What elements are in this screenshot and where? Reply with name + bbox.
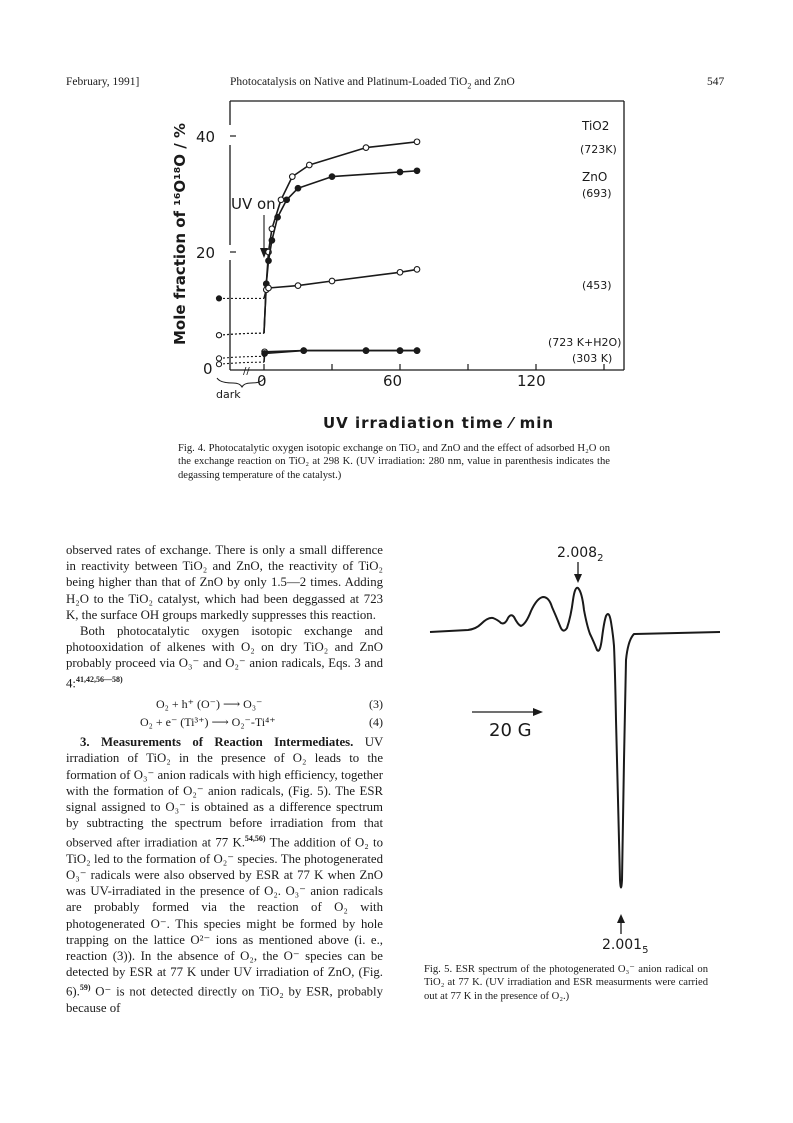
data-point bbox=[275, 214, 281, 220]
header-title-a: Photocatalysis on Native and Platinum-Loaded TiO bbox=[230, 76, 468, 88]
paragraph-3-lead: UV bbox=[364, 735, 384, 750]
data-point bbox=[290, 174, 296, 180]
series-4 bbox=[216, 348, 419, 367]
axis-break-mark: // bbox=[243, 366, 250, 377]
data-point bbox=[397, 348, 403, 354]
dark-label: dark bbox=[216, 388, 241, 401]
peak-top-arrow-icon bbox=[574, 574, 582, 583]
y-axis-label: Mole fraction of ¹⁶O¹⁸O / % bbox=[171, 122, 189, 345]
scale-arrow-icon bbox=[533, 708, 543, 716]
uv-on-label: UV on bbox=[231, 195, 276, 213]
data-point-dark-start bbox=[216, 356, 221, 361]
data-point-dark-start bbox=[216, 362, 221, 367]
data-point bbox=[301, 348, 307, 354]
peak-bottom-arrow-icon bbox=[617, 914, 625, 923]
paragraph-2 bbox=[66, 623, 383, 691]
scale-label: 20 G bbox=[489, 720, 532, 741]
data-point bbox=[414, 168, 420, 174]
data-point bbox=[284, 197, 290, 203]
paragraph-3-ref1: 54,56) bbox=[244, 834, 266, 844]
series-line bbox=[264, 269, 417, 298]
series-dark-segment bbox=[219, 333, 264, 335]
equation-4 bbox=[66, 714, 383, 734]
y-tick-label: 40 bbox=[196, 128, 216, 146]
data-point-dark-start bbox=[216, 333, 221, 338]
equation-3-text: O₂ + h⁺ (O⁻) ⟶ O₃⁻ bbox=[156, 697, 263, 712]
curve-label-tio2: TiO2 bbox=[582, 119, 610, 133]
data-point bbox=[262, 351, 268, 357]
data-point bbox=[269, 238, 275, 244]
curve-label-303: (303 K) bbox=[572, 352, 613, 365]
data-point bbox=[295, 283, 301, 289]
peak-bottom-sub: 5 bbox=[642, 944, 649, 956]
data-point bbox=[329, 278, 335, 284]
data-point bbox=[329, 174, 335, 180]
data-point bbox=[397, 270, 403, 276]
figure-5-spectrum bbox=[425, 540, 725, 960]
series-dark-segment bbox=[219, 362, 264, 364]
series-dark-segment bbox=[219, 333, 264, 335]
header-title-sub: 2 bbox=[467, 81, 472, 91]
series-dark-segment bbox=[219, 356, 264, 358]
data-point bbox=[414, 139, 420, 145]
curve-label-tio2-temp: (723K) bbox=[580, 143, 617, 156]
series-0 bbox=[216, 139, 419, 338]
series-line bbox=[264, 351, 417, 363]
y-tick-label: 0 bbox=[203, 360, 213, 378]
series-line bbox=[264, 142, 417, 333]
series-1 bbox=[216, 168, 419, 338]
data-point bbox=[414, 348, 420, 354]
paragraph-3-a: irradiation of TiO₂ in the presence of O₂ leads to the formation of O₃⁻ anion radicals with high efficiency, together with the formation of O₂⁻ anion radicals, (Fig. 5). The ESR signal assigned to O₃⁻ is obtained as a difference spectrum by subtracting the spectrum before irradiation from that observed after irradiation at 77 K. bbox=[66, 751, 383, 850]
header-title bbox=[230, 76, 515, 90]
peak-label-bottom bbox=[602, 937, 648, 956]
figure-4-caption: Fig. 4. Photocatalytic oxygen isotopic exchange on TiO₂ and ZnO and the effect of adsorbed H₂O on the exchange reaction on TiO₂ at 298 K. (UV irradiation: 280 nm, value in parenthesis indicates the degassing temperature of the catalyst.) bbox=[178, 443, 610, 481]
paragraph-3-c: O⁻ is not detected directly on TiO₂ by ESR, probably because of bbox=[66, 984, 383, 1015]
series-2 bbox=[216, 267, 419, 301]
data-point bbox=[266, 285, 272, 291]
data-point bbox=[397, 169, 403, 175]
curve-label-zno: ZnO bbox=[582, 170, 608, 184]
x-tick-label: 60 bbox=[383, 372, 403, 390]
x-tick-label: 120 bbox=[517, 372, 546, 390]
paragraph-2-text: Both photocatalytic oxygen isotopic exchange and photooxidation of alkenes with O₂ on dry TiO₂ and ZnO probably proceed via O₃⁻ and O₂⁻ anion radicals, Eqs. 3 and 4: bbox=[66, 624, 383, 690]
curve-label-453: (453) bbox=[582, 279, 612, 292]
figure-4-chart bbox=[150, 100, 650, 435]
equation-3-number: (3) bbox=[369, 697, 383, 712]
header-title-b: and ZnO bbox=[471, 76, 515, 88]
data-point bbox=[363, 348, 369, 354]
equation-3 bbox=[66, 696, 383, 714]
data-point bbox=[307, 162, 313, 168]
peak-top-sub: 2 bbox=[597, 552, 604, 564]
curve-label-zno-temp: (693) bbox=[582, 187, 612, 200]
peak-bottom-value: 2.001 bbox=[602, 937, 643, 953]
paragraph-1: observed rates of exchange. There is only a small difference in reactivity between TiO₂ and ZnO, the reactivity of TiO₂ being higher than that of ZnO by only 1.5—2 times. Adding H₂O to the TiO₂ catalyst, which had been deggassed at 723 K, the surface OH groups markedly suppresses this reaction. bbox=[66, 543, 383, 622]
data-point bbox=[363, 145, 369, 151]
x-axis-label: UV irradiation time ⁄ min bbox=[323, 414, 555, 432]
data-point bbox=[266, 258, 272, 264]
data-point bbox=[295, 185, 301, 191]
header-date: February, 1991] bbox=[66, 76, 140, 88]
section-title: 3. Measurements of Reaction Intermediates. bbox=[80, 735, 354, 750]
paragraph-3 bbox=[66, 734, 383, 1016]
y-tick-label: 20 bbox=[196, 244, 216, 262]
data-point bbox=[278, 197, 284, 203]
data-point-dark-start bbox=[216, 296, 221, 301]
series-3 bbox=[216, 348, 419, 361]
equation-4-text: O₂ + e⁻ (Ti³⁺) ⟶ O₂⁻-Ti⁴⁺ bbox=[140, 715, 276, 730]
series-line bbox=[264, 171, 417, 333]
paragraph-3-ref2: 59) bbox=[79, 983, 91, 993]
curve-label-723h2o: (723 K+H2O) bbox=[548, 336, 622, 349]
body-column bbox=[66, 542, 383, 1016]
equation-4-number: (4) bbox=[369, 715, 383, 730]
data-point bbox=[414, 267, 420, 273]
peak-label-top bbox=[557, 545, 603, 564]
peak-top-value: 2.008 bbox=[557, 545, 598, 561]
paragraph-2-refs: 41,42,56—58) bbox=[75, 674, 123, 684]
page-number: 547 bbox=[707, 76, 725, 88]
figure-5-caption: Fig. 5. ESR spectrum of the photogenerated O₃⁻ anion radical on TiO₂ at 77 K. (UV irradiation and ESR measurments were carried out at 77 K in the presence of O₂.) bbox=[424, 964, 708, 1002]
paragraph-3-b: The addition of O₂ to TiO₂ led to the formation of O₂⁻ species. The photogenerated O₃⁻ radicals were also observed by ESR at 77 K when ZnO was UV-irradiated in the presence of O₂. O₃⁻ anion radicals are probably formed via the reaction of O₂ with photogenerated O⁻. This species might be formed by hole trapping on the lattice O²⁻ ions as mentioned above (i. e., reaction (3)). In the absence of O₂, the O⁻ species can be detected by ESR at 77 K under UV irradiation of ZnO, (Fig. 6). bbox=[66, 835, 383, 999]
x-tick-label: 0 bbox=[257, 372, 267, 390]
esr-spectrum-trace bbox=[430, 588, 720, 888]
